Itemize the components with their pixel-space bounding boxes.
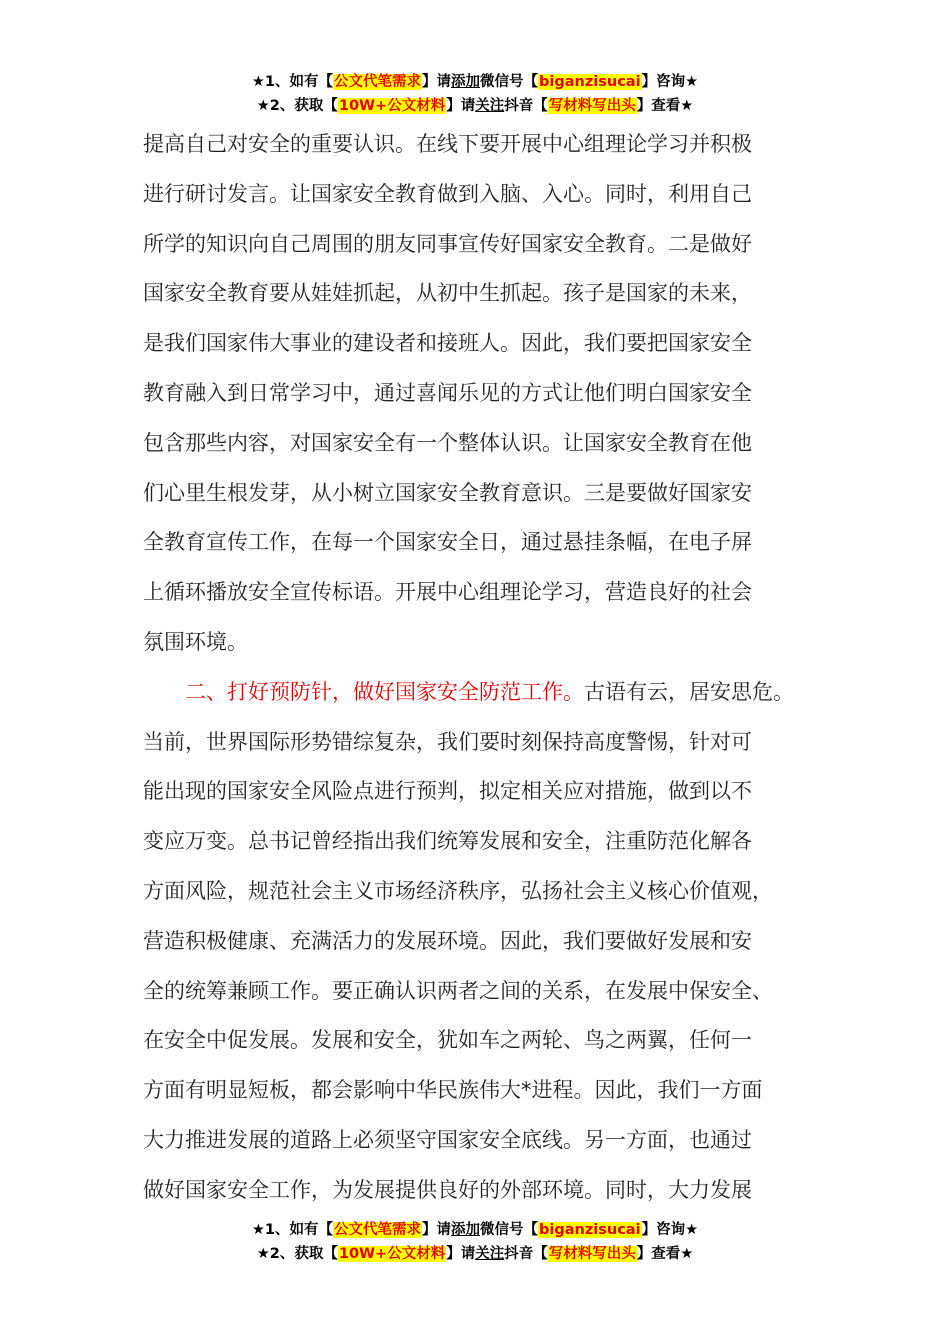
body-line: 国家安全教育要从娃娃抓起，从初中生抓起。孩子是国家的未来， — [143, 281, 752, 306]
body-line: 方面风险，规范社会主义市场经济秩序，弘扬社会主义核心价值观， — [143, 878, 773, 903]
header-line-1-text: ★1、如有【 — [251, 74, 334, 90]
header-line-2 — [0, 94, 950, 118]
body-line: 是我们国家伟大事业的建设者和接班人。因此，我们要把国家安全 — [143, 331, 752, 356]
header-line-2-text: ★2、获取【 — [256, 98, 338, 114]
header-line-1-text: 微信号【 — [480, 74, 539, 90]
footer-line-2 — [0, 1242, 950, 1266]
body-line: 大力推进发展的道路上必须坚守国家安全底线。另一方面，也通过 — [143, 1127, 752, 1152]
footer-line-1-emphasis: 添加 — [451, 1222, 481, 1238]
footer-highlight-materials: 10W+公文材料 — [338, 1246, 446, 1262]
section-heading-tail: 古语有云，居安思危。 — [584, 679, 794, 704]
header-line-2-text: 】查看★ — [636, 98, 694, 114]
body-line: 上循环播放安全宣传标语。开展中心组理论学习，营造良好的社会 — [143, 580, 752, 605]
footer-highlight-douyin: 写材料写出头 — [548, 1246, 636, 1262]
footer-highlight-wechat: biganzisucai — [539, 1222, 641, 1238]
body-line: 当前，世界国际形势错综复杂，我们要时刻保持高度警惕，针对可 — [143, 729, 752, 754]
header-banner — [0, 70, 950, 118]
body-line: 们心里生根发芽，从小树立国家安全教育意识。三是要做好国家安 — [143, 480, 752, 505]
header-line-1-text: 】咨询★ — [641, 74, 699, 90]
header-line-2-text: 】请 — [446, 98, 476, 114]
section-heading-line — [143, 668, 823, 718]
header-highlight-materials: 10W+公文材料 — [338, 98, 446, 114]
body-line: 营造积极健康、充满活力的发展环境。因此，我们要做好发展和安 — [143, 928, 752, 953]
footer-line-2-text: 】查看★ — [636, 1246, 694, 1262]
footer-highlight-service: 公文代笔需求 — [334, 1222, 422, 1238]
body-line: 包含那些内容，对国家安全有一个整体认识。让国家安全教育在他 — [143, 430, 752, 455]
footer-line-1-text: 】咨询★ — [641, 1222, 699, 1238]
body-line: 提高自己对安全的重要认识。在线下要开展中心组理论学习并积极 — [143, 132, 752, 156]
body-line: 教育融入到日常学习中，通过喜闻乐见的方式让他们明白国家安全 — [143, 380, 752, 405]
footer-banner — [0, 1218, 950, 1266]
body-line: 做好国家安全工作，为发展提供良好的外部环境。同时，大力发展 — [143, 1177, 752, 1202]
header-line-2-emphasis: 关注 — [475, 98, 505, 114]
footer-line-1-text: ★1、如有【 — [251, 1222, 334, 1238]
body-line: 全的统筹兼顾工作。要正确认识两者之间的关系，在发展中保安全、 — [143, 978, 773, 1003]
header-line-2-text: 抖音【 — [504, 98, 548, 114]
body-line: 所学的知识向自己周围的朋友同事宣传好国家安全教育。二是做好 — [143, 231, 752, 256]
body-line: 在安全中促发展。发展和安全，犹如车之两轮、鸟之两翼，任何一 — [143, 1028, 752, 1053]
footer-line-2-text: 】请 — [446, 1246, 476, 1262]
section-heading: 二、打好预防针，做好国家安全防范工作。 — [143, 679, 584, 704]
header-highlight-wechat: biganzisucai — [539, 74, 641, 90]
body-line: 进行研讨发言。让国家安全教育做到入脑、入心。同时，利用自己 — [143, 181, 752, 206]
body-line: 变应万变。总书记曾经指出我们统筹发展和安全，注重防范化解各 — [143, 829, 752, 854]
body-line: 全教育宣传工作，在每一个国家安全日，通过悬挂条幅，在电子屏 — [143, 530, 752, 555]
footer-line-1 — [0, 1218, 950, 1242]
footer-line-1-text: 】请 — [422, 1222, 452, 1238]
header-highlight-service: 公文代笔需求 — [334, 74, 422, 90]
body-line: 能出现的国家安全风险点进行预判，拟定相关应对措施，做到以不 — [143, 779, 752, 804]
body-line: 方面有明显短板，都会影响中华民族伟大*进程。因此，我们一方面 — [143, 1078, 763, 1103]
header-line-1-text: 】请 — [422, 74, 452, 90]
header-highlight-douyin: 写材料写出头 — [548, 98, 636, 114]
header-line-1 — [0, 70, 950, 94]
body-line: 氛围环境。 — [143, 629, 248, 654]
header-line-1-emphasis: 添加 — [451, 74, 481, 90]
footer-line-2-text: ★2、获取【 — [256, 1246, 338, 1262]
document-body — [143, 120, 823, 1216]
footer-line-1-text: 微信号【 — [480, 1222, 539, 1238]
footer-line-2-emphasis: 关注 — [475, 1246, 505, 1262]
footer-line-2-text: 抖音【 — [504, 1246, 548, 1262]
